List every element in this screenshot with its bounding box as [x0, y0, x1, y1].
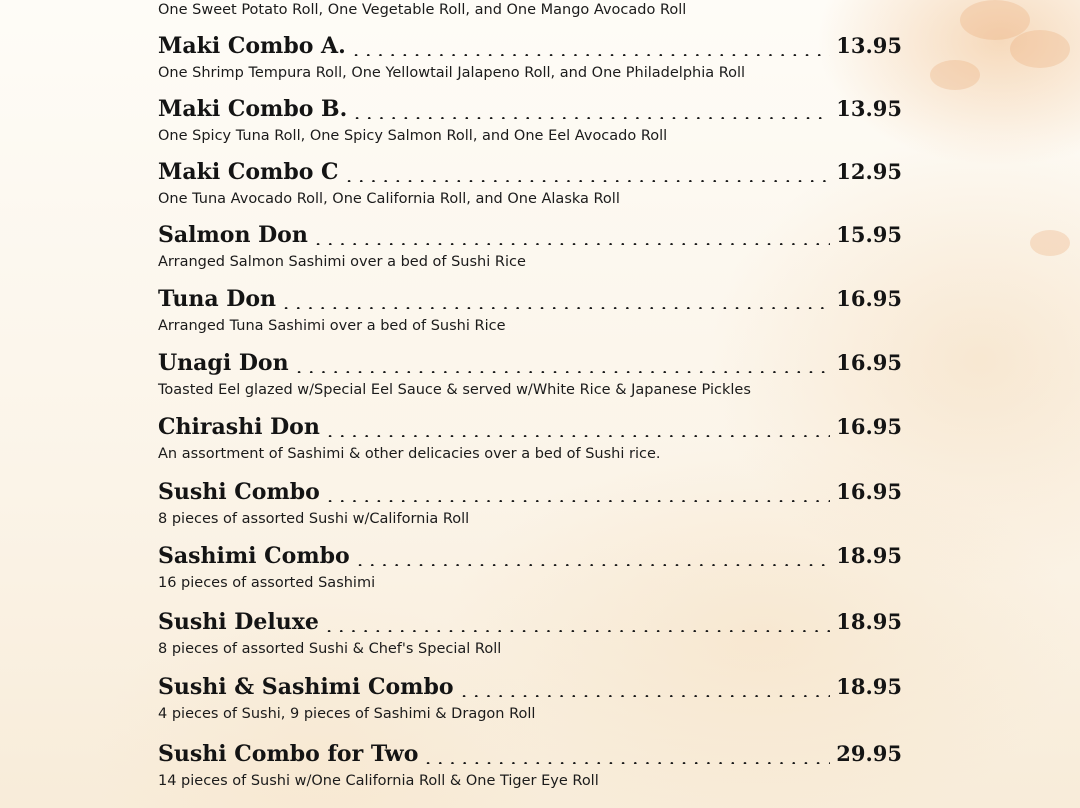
- item-price: 13.95: [836, 96, 902, 121]
- item-description: 8 pieces of assorted Sushi w/California Roll: [158, 511, 470, 527]
- item-description: One Spicy Tuna Roll, One Spicy Salmon Roll, and One Eel Avocado Roll: [158, 128, 668, 144]
- menu-item: [158, 222, 902, 280]
- item-price: 29.95: [836, 741, 902, 766]
- previous-item-description: One Sweet Potato Roll, One Vegetable Roll, and One Mango Avocado Roll: [158, 2, 687, 18]
- item-name: Unagi Don: [158, 350, 289, 376]
- dot-leader: [354, 564, 831, 566]
- item-price: 16.95: [836, 286, 902, 311]
- blossom-decoration: [930, 60, 980, 90]
- menu-item: [158, 96, 902, 154]
- dot-leader: [312, 243, 830, 245]
- item-price: 18.95: [836, 609, 902, 634]
- dot-leader: [280, 307, 830, 309]
- item-description: 16 pieces of assorted Sashimi: [158, 575, 376, 591]
- dot-leader: [293, 371, 831, 373]
- item-price: 13.95: [836, 33, 902, 58]
- item-name: Maki Combo B.: [158, 96, 348, 122]
- menu-item: [158, 609, 902, 667]
- item-description: 8 pieces of assorted Sushi & Chef's Special Roll: [158, 641, 502, 657]
- menu-item: [158, 674, 902, 732]
- item-description: Toasted Eel glazed w/Special Eel Sauce & served w/White Rice & Japanese Pickles: [158, 382, 751, 398]
- item-price: 15.95: [836, 222, 902, 247]
- item-name: Tuna Don: [158, 286, 277, 312]
- item-price: 16.95: [836, 350, 902, 375]
- item-price: 12.95: [836, 159, 902, 184]
- dot-leader: [350, 54, 830, 56]
- item-name: Maki Combo A.: [158, 33, 346, 59]
- item-name: Chirashi Don: [158, 414, 320, 440]
- dot-leader: [324, 500, 830, 502]
- item-description: 4 pieces of Sushi, 9 pieces of Sashimi & Dragon Roll: [158, 706, 536, 722]
- menu-item: [158, 414, 902, 472]
- item-name: Sushi Combo: [158, 479, 320, 505]
- item-description: One Tuna Avocado Roll, One California Roll, and One Alaska Roll: [158, 191, 620, 207]
- item-price: 18.95: [836, 543, 902, 568]
- dot-leader: [343, 180, 831, 182]
- dot-leader: [458, 695, 831, 697]
- item-price: 18.95: [836, 674, 902, 699]
- menu-item: [158, 543, 902, 601]
- menu-item: [158, 33, 902, 91]
- dot-leader: [323, 630, 830, 632]
- item-name: Sashimi Combo: [158, 543, 350, 569]
- blossom-decoration: [1030, 230, 1070, 256]
- menu-item: [158, 479, 902, 537]
- dot-leader: [351, 117, 830, 119]
- menu-item: [158, 741, 902, 799]
- item-description: One Shrimp Tempura Roll, One Yellowtail Jalapeno Roll, and One Philadelphia Roll: [158, 65, 746, 81]
- item-name: Salmon Don: [158, 222, 308, 248]
- menu-item: [158, 350, 902, 408]
- item-price: 16.95: [836, 479, 902, 504]
- menu-item: [158, 159, 902, 217]
- item-name: Maki Combo C: [158, 159, 339, 185]
- item-description: Arranged Tuna Sashimi over a bed of Sushi Rice: [158, 318, 506, 334]
- dot-leader: [422, 762, 830, 764]
- item-description: Arranged Salmon Sashimi over a bed of Sushi Rice: [158, 254, 526, 270]
- item-description: An assortment of Sashimi & other delicacies over a bed of Sushi rice.: [158, 446, 661, 462]
- item-name: Sushi & Sashimi Combo: [158, 674, 454, 700]
- item-name: Sushi Combo for Two: [158, 741, 419, 767]
- item-description: 14 pieces of Sushi w/One California Roll & One Tiger Eye Roll: [158, 773, 599, 789]
- item-name: Sushi Deluxe: [158, 609, 319, 635]
- menu-item: [158, 286, 902, 344]
- blossom-decoration: [1010, 30, 1070, 68]
- item-price: 16.95: [836, 414, 902, 439]
- dot-leader: [324, 435, 830, 437]
